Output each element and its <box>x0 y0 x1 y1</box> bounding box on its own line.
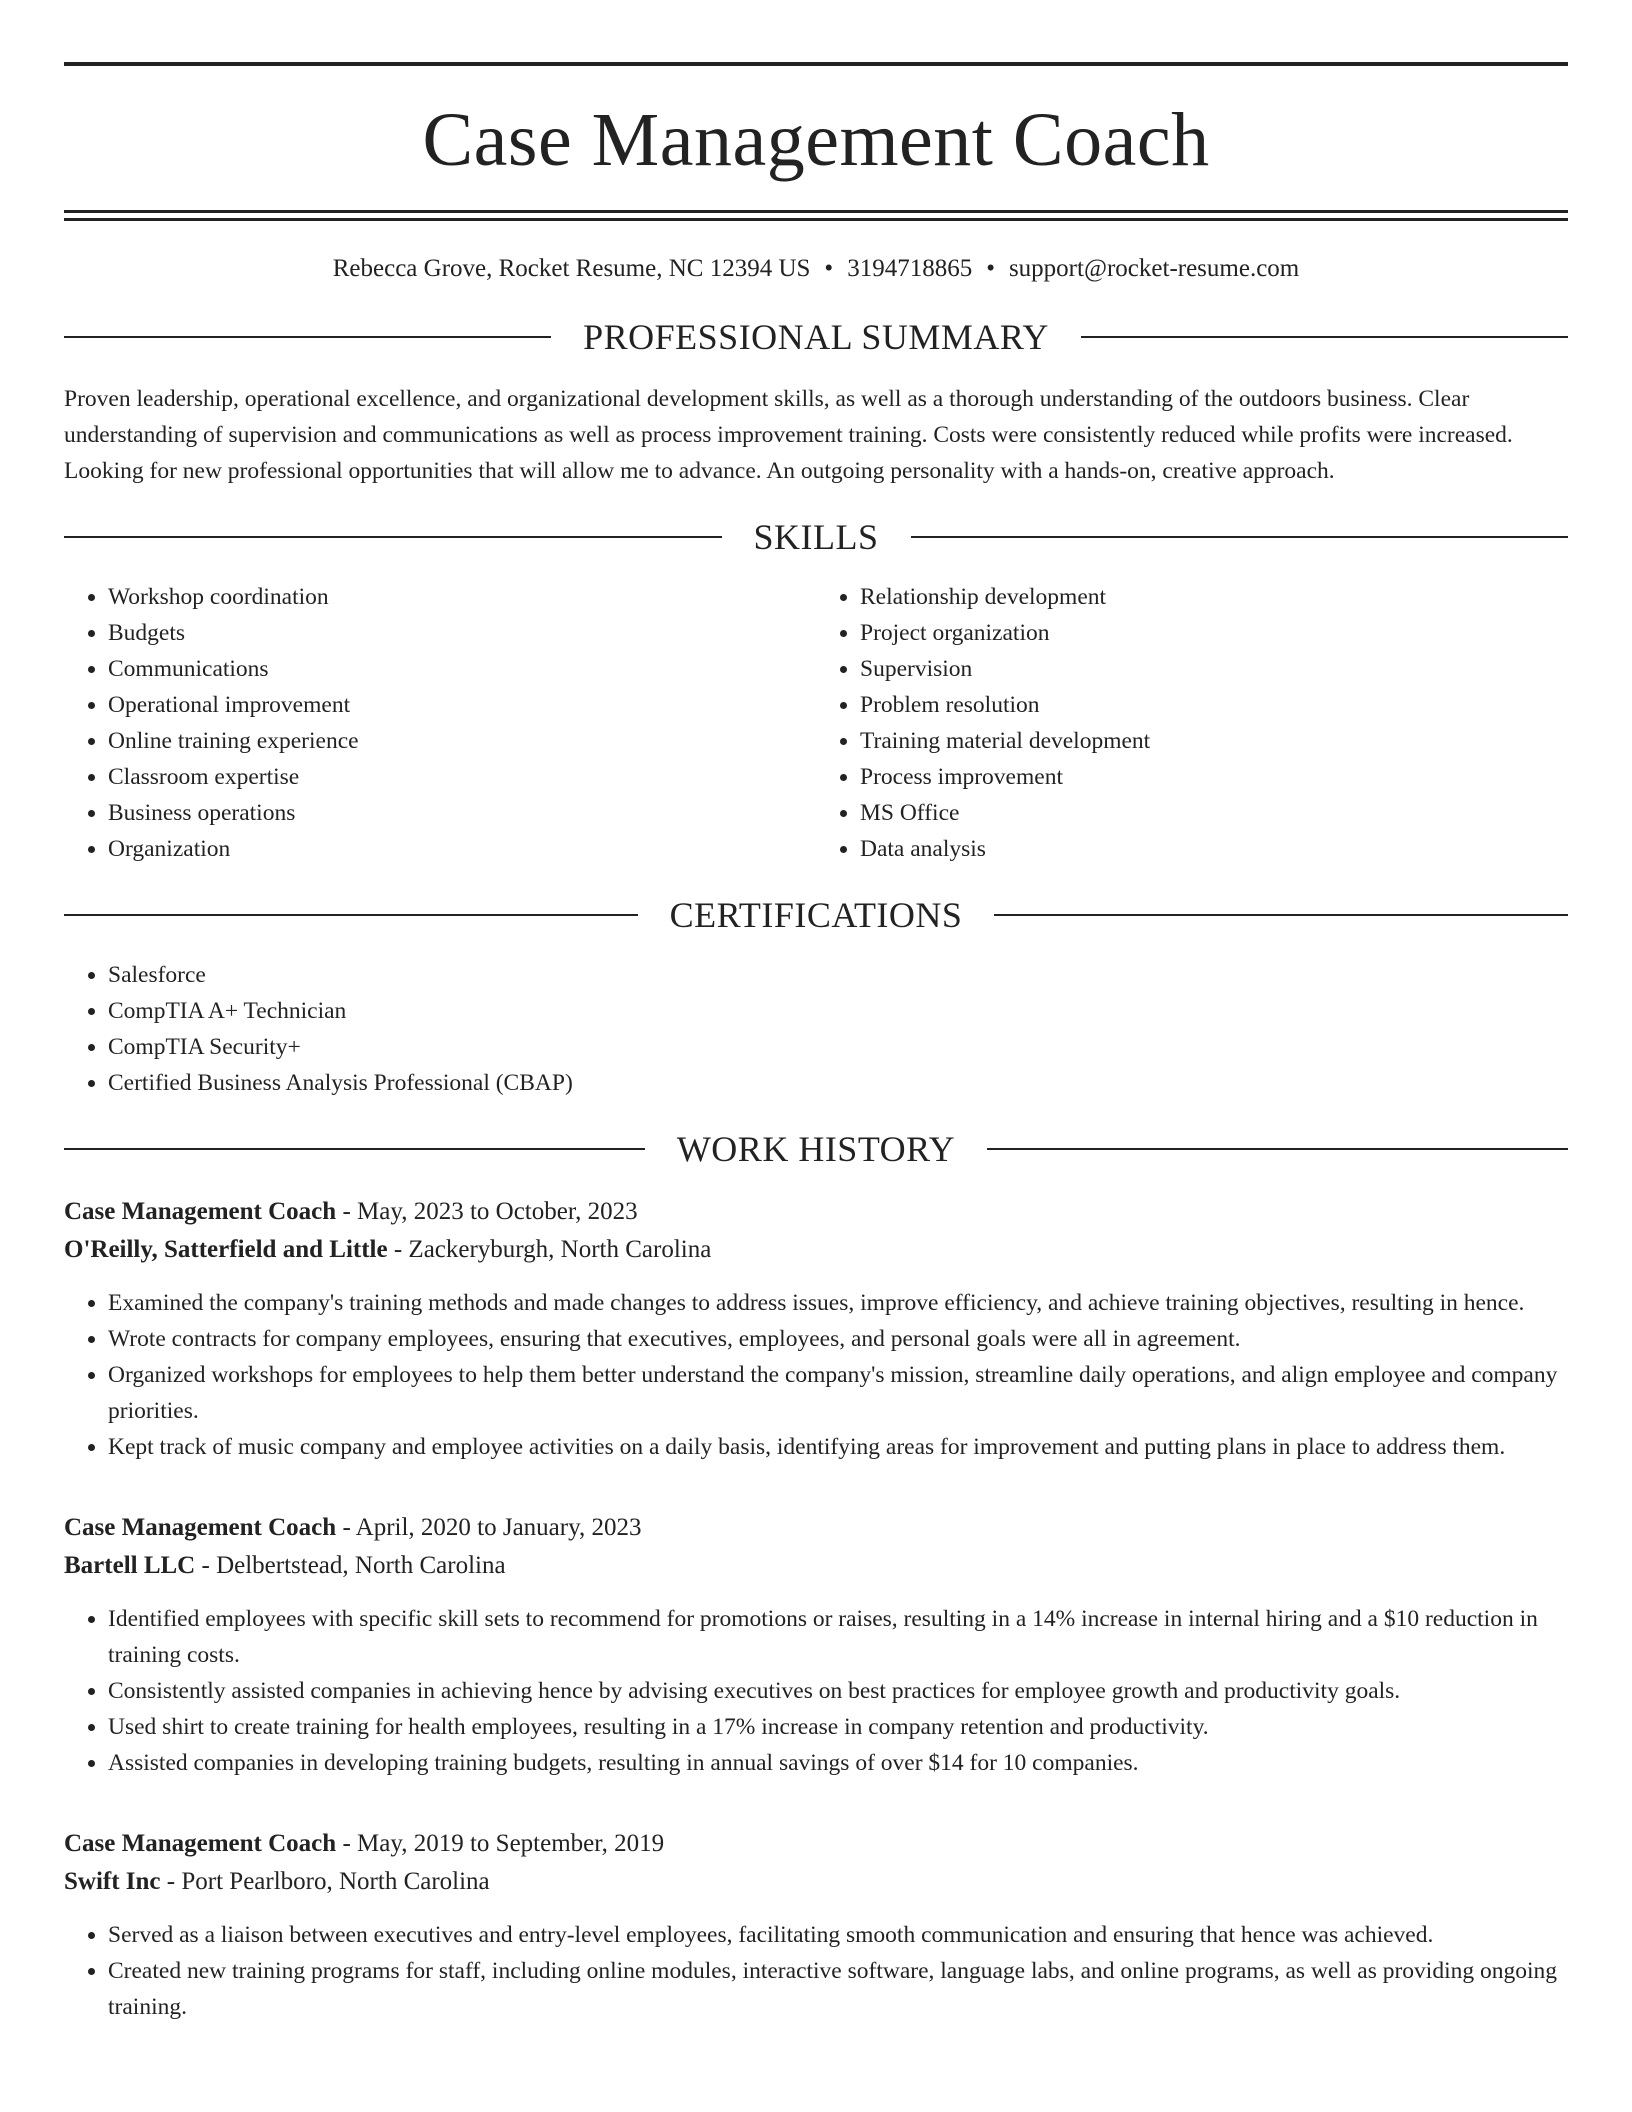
list-item: • Kept track of music company and employee activities on a daily basis, identifying areas for improvement and putting plans in place to address them. <box>108 1429 1568 1465</box>
job-title-line <box>64 1509 1568 1547</box>
certifications-section-heading <box>64 893 1568 937</box>
job-dates: - April, 2020 to January, 2023 <box>336 1514 642 1541</box>
resume-page <box>64 0 1568 2025</box>
list-item: • Problem resolution <box>860 687 1568 723</box>
job-company: Bartell LLC <box>64 1552 196 1579</box>
divider <box>994 914 1568 916</box>
job-entry <box>64 1825 1568 2025</box>
list-item: • Business operations <box>108 795 816 831</box>
list-item: • Online training experience <box>108 723 816 759</box>
contact-separator: • <box>824 255 834 282</box>
list-item: • Training material development <box>860 723 1568 759</box>
top-rule <box>64 62 1568 66</box>
divider <box>64 914 638 916</box>
job-company: Swift Inc <box>64 1868 161 1895</box>
list-item: • MS Office <box>860 795 1568 831</box>
list-item: • Project organization <box>860 615 1568 651</box>
list-item: • CompTIA A+ Technician <box>108 993 1568 1029</box>
list-item: • Salesforce <box>108 957 1568 993</box>
divider <box>911 536 1569 538</box>
list-item: • Organization <box>108 831 816 867</box>
list-item: • CompTIA Security+ <box>108 1029 1568 1065</box>
list-item: • Relationship development <box>860 579 1568 615</box>
list-item: • Certified Business Analysis Professional (CBAP) <box>108 1065 1568 1101</box>
divider <box>987 1148 1568 1150</box>
divider <box>1081 336 1568 338</box>
contact-address: Rebecca Grove, Rocket Resume, NC 12394 US <box>332 255 811 282</box>
list-item: • Served as a liaison between executives and entry-level employees, facilitating smooth communication and ensuring that hence was achieved. <box>108 1917 1568 1953</box>
job-bullets <box>64 1917 1568 2025</box>
skills-heading: SKILLS <box>753 517 879 557</box>
list-item: • Assisted companies in developing training budgets, resulting in annual savings of over $14 for 10 companies. <box>108 1745 1568 1781</box>
skills-list-right <box>816 579 1568 867</box>
list-item: • Data analysis <box>860 831 1568 867</box>
certifications-heading: CERTIFICATIONS <box>669 895 963 935</box>
divider <box>64 536 722 538</box>
contact-phone: 3194718865 <box>847 255 973 282</box>
job-company-line <box>64 1231 1568 1269</box>
job-location: - Delbertstead, North Carolina <box>195 1552 506 1579</box>
skills-list-left <box>64 579 816 867</box>
job-location: - Zackeryburgh, North Carolina <box>387 1236 712 1263</box>
job-dates: - May, 2019 to September, 2019 <box>336 1830 665 1857</box>
job-entry <box>64 1509 1568 1781</box>
list-item: • Created new training programs for staff, including online modules, interactive software, language labs, and online programs, as well as providing ongoing training. <box>108 1953 1568 2025</box>
list-item: • Process improvement <box>860 759 1568 795</box>
skills-columns <box>64 579 1568 867</box>
list-item: • Communications <box>108 651 816 687</box>
list-item: • Supervision <box>860 651 1568 687</box>
list-item: • Workshop coordination <box>108 579 816 615</box>
contact-line <box>64 255 1568 285</box>
summary-heading: PROFESSIONAL SUMMARY <box>583 317 1049 357</box>
job-title: Case Management Coach <box>64 1198 337 1225</box>
job-bullets <box>64 1601 1568 1781</box>
job-entry <box>64 1193 1568 1465</box>
list-item: • Used shirt to create training for health employees, resulting in a 17% increase in company retention and productivity. <box>108 1709 1568 1745</box>
job-company-line <box>64 1547 1568 1585</box>
divider <box>64 336 551 338</box>
list-item: • Identified employees with specific skill sets to recommend for promotions or raises, resulting in a 14% increase in internal hiring and a $10 reduction in training costs. <box>108 1601 1568 1673</box>
job-company: O'Reilly, Satterfield and Little <box>64 1236 388 1263</box>
job-location: - Port Pearlboro, North Carolina <box>160 1868 490 1895</box>
job-title: Case Management Coach <box>64 1514 337 1541</box>
job-title-line <box>64 1193 1568 1231</box>
list-item: • Consistently assisted companies in achieving hence by advising executives on best practices for employee growth and productivity goals. <box>108 1673 1568 1709</box>
list-item: • Organized workshops for employees to help them better understand the company's mission, streamline daily operations, and align employee and company priorities. <box>108 1357 1568 1429</box>
certifications-list <box>64 957 1568 1101</box>
summary-text: Proven leadership, operational excellence, and organizational development skills, as well as a thorough understanding of the outdoors business. Clear understanding of supervision and communications as well as process improvement training. Costs were consistently reduced while profits were increased. Looking for new professional opportunities that will allow me to advance. An outgoing personality with a hands-on, creative approach. <box>64 386 1513 484</box>
work-heading: WORK HISTORY <box>676 1129 956 1169</box>
list-item: • Examined the company's training methods and made changes to address issues, improve efficiency, and achieve training objectives, resulting in hence. <box>108 1285 1568 1321</box>
job-title: Case Management Coach <box>64 1830 337 1857</box>
list-item: • Budgets <box>108 615 816 651</box>
work-section-heading <box>64 1127 1568 1171</box>
contact-email: support@rocket-resume.com <box>1008 255 1300 282</box>
skills-section-heading <box>64 515 1568 559</box>
summary-section-heading <box>64 315 1568 359</box>
job-bullets <box>64 1285 1568 1465</box>
page-title: Case Management Coach <box>422 98 1210 182</box>
job-title-line <box>64 1825 1568 1863</box>
divider <box>64 1148 645 1150</box>
job-company-line <box>64 1863 1568 1901</box>
list-item: • Operational improvement <box>108 687 816 723</box>
list-item: • Classroom expertise <box>108 759 816 795</box>
title-double-rule <box>64 210 1568 221</box>
job-dates: - May, 2023 to October, 2023 <box>336 1198 638 1225</box>
contact-separator: • <box>986 255 995 282</box>
list-item: • Wrote contracts for company employees, ensuring that executives, employees, and personal goals were all in agreement. <box>108 1321 1568 1357</box>
